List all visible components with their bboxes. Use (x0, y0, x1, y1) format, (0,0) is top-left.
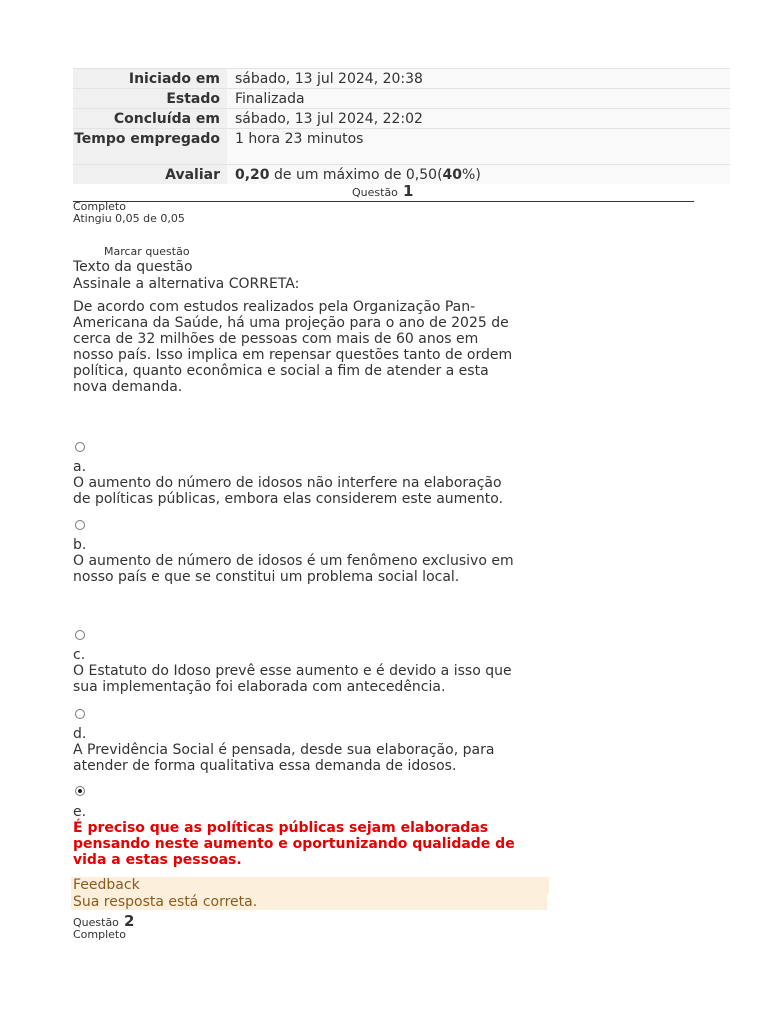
summary-value: sábado, 13 jul 2024, 20:38 (227, 69, 730, 89)
option-line: nosso país e que se constitui um problema social local. (73, 569, 460, 585)
option-b-letter: b. (73, 537, 87, 553)
question-body-line: política, quanto econômica e social a fim de atender a esta (73, 363, 489, 379)
option-line: O aumento de número de idosos é um fenômeno exclusivo em (73, 553, 514, 569)
question-body-line: Americana da Saúde, há uma projeção para o ano de 2025 de (73, 315, 509, 331)
divider (73, 201, 694, 202)
option-e-letter: e. (73, 804, 87, 820)
option-b-radio[interactable] (75, 520, 85, 530)
question-body (73, 299, 553, 395)
question-text-heading: Texto da questão (73, 259, 193, 275)
summary-key: Concluída em (73, 109, 227, 129)
grade-percent: 40 (442, 167, 463, 183)
summary-key: Estado (73, 89, 227, 109)
question-number: 2 (124, 912, 135, 930)
question-body-line: De acordo com estudos realizados pela Organização Pan- (73, 299, 476, 315)
question-grade: Atingiu 0,05 de 0,05 (73, 212, 185, 225)
question-2-status: Completo (73, 928, 126, 941)
summary-row-state (73, 89, 730, 109)
feedback-title: Feedback (73, 877, 140, 893)
feedback-title-box (71, 877, 549, 894)
option-line: pensando neste aumento e oportunizando qualidade de (73, 836, 515, 852)
option-a-text[interactable] (73, 475, 553, 507)
option-e-text[interactable] (73, 820, 553, 868)
option-line: A Previdência Social é pensada, desde sua elaboração, para (73, 742, 495, 758)
summary-value: 1 hora 23 minutos (227, 129, 730, 165)
summary-row-completed (73, 109, 730, 129)
summary-value: sábado, 13 jul 2024, 22:02 (227, 109, 730, 129)
grade-score: 0,20 (235, 167, 270, 183)
option-e-radio[interactable] (75, 786, 85, 796)
option-line: vida a estas pessoas. (73, 852, 242, 868)
flag-question-link[interactable]: Marcar questão (104, 245, 190, 258)
grade-end: %) (462, 167, 481, 183)
option-line: de políticas públicas, embora elas considerem este aumento. (73, 491, 504, 507)
option-line: É preciso que as políticas públicas sejam elaboradas (73, 820, 489, 836)
option-line: O Estatuto do Idoso prevê esse aumento e é devido a isso que (73, 663, 512, 679)
question-status: Completo (73, 200, 126, 213)
summary-key: Tempo empregado (73, 129, 227, 165)
option-d-letter: d. (73, 726, 87, 742)
option-c-text[interactable] (73, 663, 553, 695)
question-body-line: nosso país. Isso implica em repensar questões tanto de ordem (73, 347, 513, 363)
question-label: Questão (352, 186, 398, 199)
feedback-box (71, 894, 547, 910)
question-prompt: Assinale a alternativa CORRETA: (73, 276, 300, 292)
summary-key: Iniciado em (73, 69, 227, 89)
option-a-radio[interactable] (75, 442, 85, 452)
option-c-letter: c. (73, 647, 86, 663)
option-c-radio[interactable] (75, 630, 85, 640)
summary-value (227, 165, 730, 185)
summary-value: Finalizada (227, 89, 730, 109)
summary-key: Avaliar (73, 165, 227, 185)
summary-row-started (73, 69, 730, 89)
question-body-line: cerca de 32 milhões de pessoas com mais de 60 anos em (73, 331, 479, 347)
summary-row-time-taken (73, 129, 730, 165)
option-b-text[interactable] (73, 553, 553, 585)
feedback-text: Sua resposta está correta. (73, 894, 258, 910)
option-line: sua implementação foi elaborada com antecedência. (73, 679, 446, 695)
option-a-letter: a. (73, 459, 87, 475)
attempt-summary-table (73, 68, 730, 184)
question-1-header (352, 181, 413, 200)
option-line: atender de forma qualitativa essa demanda de idosos. (73, 758, 457, 774)
question-number: 1 (403, 182, 414, 200)
grade-mid: de um máximo de 0,50( (269, 167, 443, 183)
question-label: Questão (73, 916, 119, 929)
option-d-radio[interactable] (75, 709, 85, 719)
option-line: O aumento do número de idosos não interfere na elaboração (73, 475, 502, 491)
question-body-line: nova demanda. (73, 379, 183, 395)
option-d-text[interactable] (73, 742, 553, 774)
